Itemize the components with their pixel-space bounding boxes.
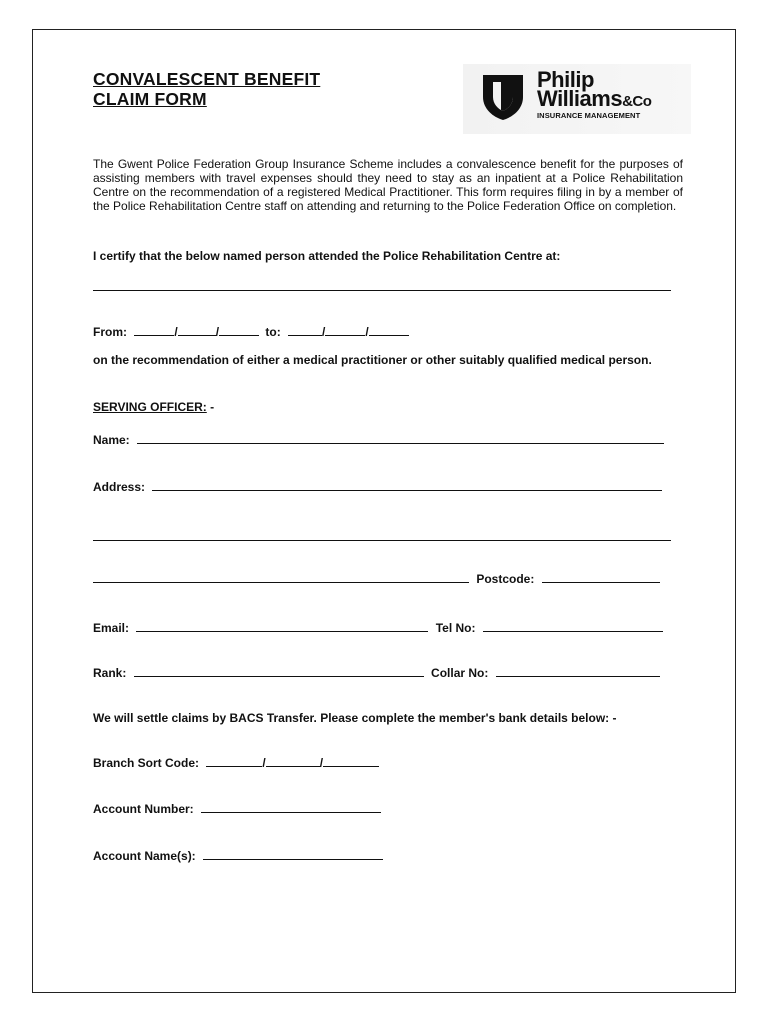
logo-name-williams: Williams [537,86,623,111]
postcode-label: Postcode: [476,572,535,586]
email-field[interactable] [136,620,428,632]
shield-icon [481,73,525,121]
to-label: to: [265,325,281,339]
collar-number-field[interactable] [496,665,660,677]
logo-name-line-2 [537,86,652,111]
sort-code-separator: / [262,756,266,770]
sort-code-separator: / [319,756,324,770]
logo-tagline: INSURANCE MANAGEMENT [537,111,641,120]
tel-field[interactable] [483,620,663,632]
date-separator: / [215,325,220,339]
rank-collar-row [93,665,660,680]
title-line-2: CLAIM FORM [93,89,207,109]
name-row [93,432,664,447]
sort-code-label: Branch Sort Code: [93,756,200,770]
email-label: Email: [93,621,130,635]
title-line-1: CONVALESCENT BENEFIT [93,69,321,89]
address-label: Address: [93,480,146,494]
tel-label: Tel No: [435,621,476,635]
collar-label: Collar No: [431,666,489,680]
account-name-row [93,848,383,863]
form-page [32,29,736,993]
account-number-label: Account Number: [93,802,194,816]
to-day-field[interactable] [288,324,322,336]
from-day-field[interactable] [134,324,174,336]
serving-officer-heading [93,400,214,414]
bacs-statement: We will settle claims by BACS Transfer. Please complete the member's bank details below: - [93,711,617,725]
date-separator: / [322,325,326,339]
name-field[interactable] [137,432,664,444]
recommendation-statement: on the recommendation of either a medical practitioner or other suitably qualified medical person. [93,353,652,367]
address-line-2-field[interactable] [93,540,671,541]
logo-name-line-1: Philip [537,67,594,92]
logo-wordmark [537,67,652,120]
form-title [93,69,320,109]
from-label: From: [93,325,127,339]
company-logo [463,64,691,134]
account-name-field[interactable] [203,848,383,860]
postcode-field[interactable] [542,571,660,583]
account-number-row [93,801,381,816]
to-month-field[interactable] [325,324,365,336]
serving-officer-dash: - [206,400,215,414]
to-year-field[interactable] [369,324,409,336]
name-label: Name: [93,433,130,447]
rehab-centre-field[interactable] [93,290,671,291]
account-name-label: Account Name(s): [93,849,196,863]
rank-label: Rank: [93,666,127,680]
postcode-row [93,571,660,586]
account-number-field[interactable] [201,801,381,813]
address-line-1-field[interactable] [152,479,662,491]
date-range-row [93,324,409,339]
rank-field[interactable] [134,665,424,677]
serving-officer-label: SERVING OFFICER: [93,400,207,414]
certify-statement: I certify that the below named person attended the Police Rehabilitation Centre at: [93,249,561,263]
address-row [93,479,662,494]
sort-code-part-3-field[interactable] [323,755,379,767]
sort-code-part-1-field[interactable] [206,755,262,767]
date-separator: / [174,325,178,339]
from-month-field[interactable] [178,324,216,336]
sort-code-row [93,755,379,770]
logo-name-suffix: &Co [622,93,652,110]
intro-paragraph: The Gwent Police Federation Group Insurance Scheme includes a convalescence benefit for the purposes of assisting members with travel expenses should they need to stay as an inpatient at a Police Rehabilitation Centre on the recommendation of a registered Medical Practitioner. This form requires filing in by a member of the Police Rehabilitation Centre staff on attending and returning to the Police Federation Office on completion. [93,157,683,213]
email-tel-row [93,620,663,635]
date-separator: / [365,325,369,339]
address-line-3-field[interactable] [93,571,469,583]
from-year-field[interactable] [219,324,259,336]
sort-code-part-2-field[interactable] [266,755,320,767]
